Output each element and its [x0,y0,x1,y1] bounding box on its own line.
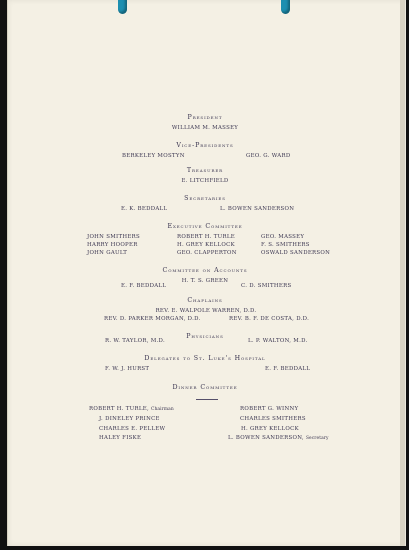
dinner-member-name: CHARLES SMITHERS [240,416,306,422]
chaplain-name: REV. B. F. DE COSTA, D.D. [229,316,310,322]
dinner-member-name: ROBERT G. WINNY [240,406,299,412]
secretary-name: E. K. BEDDALL [121,206,168,212]
dinner-member-role: Chairman [151,407,174,412]
delegates-heading: Delegates to St. Luke's Hospital [144,355,266,362]
dinner-member-name: J. DINELEY PRINCE [99,416,160,422]
executive-member: HARRY HOOPER [87,242,138,248]
physician-name: L. P. WALTON, M.D. [248,338,308,344]
dinner-member [99,427,165,432]
dinner-member-name: HALEY FISKE [99,435,142,441]
physicians-heading: Physicians [186,333,224,340]
dinner-member [241,427,299,432]
vice-president-name: BERKELEY MOSTYN [122,153,185,159]
vice-presidents-heading: Vice-Presidents [176,142,234,149]
chaplains-heading: Chaplains [187,297,223,304]
executive-committee-heading: Executive Committee [167,223,243,230]
executive-member: F. S. SMITHERS [261,242,310,248]
dinner-member-name: CHARLES E. PELLEW [99,426,166,432]
dinner-member [228,436,329,441]
dinner-member-role: Secretary [305,436,329,441]
chaplain-name: REV. E. WALPOLE WARREN, D.D. [155,308,257,314]
binding-ring-left [118,0,127,14]
dinner-member-name: ROBERT H. TURLE, [89,406,150,412]
executive-member: GEO. MASSEY [261,234,305,240]
treasurer-heading: Treasurer [186,167,224,174]
vice-president-name: GEO. G. WARD [246,153,291,159]
secretaries-heading: Secretaries [184,195,226,202]
committee-on-accounts-heading: Committee on Accounts [162,267,248,274]
dinner-member-name: H. GREY KELLOCK [241,426,299,432]
dinner-committee-heading: Dinner Committee [172,384,238,391]
binding-ring-right [281,0,290,14]
chaplain-name: REV. D. PARKER MORGAN, D.D. [104,316,201,322]
executive-member: ROBERT H. TURLE [177,234,235,240]
executive-member: H. GREY KELLOCK [177,242,235,248]
dinner-member-name: L. BOWEN SANDERSON, [228,435,304,441]
accounts-member: H. T. S. GREEN [181,278,229,284]
accounts-member: C. D. SMITHERS [241,283,292,289]
dinner-member [99,417,160,422]
delegate-name: F. W. J. HURST [105,366,150,372]
secretary-name: L. BOWEN SANDERSON [220,206,295,212]
executive-member: JOHN GAULT [87,250,128,256]
executive-member: OSWALD SANDERSON [261,250,331,256]
delegate-name: E. F. BEDDALL [265,366,311,372]
treasurer-name: E. LITCHFIELD [181,178,229,184]
page-edge [400,0,405,546]
heading-rule [196,399,218,400]
accounts-member: E. F. BEDDALL [121,283,167,289]
physician-name: R. W. TAYLOR, M.D. [105,338,166,344]
president-heading: President [187,114,223,121]
executive-member: GEO. CLAPPERTON [177,250,237,256]
executive-member: JOHN SMITHERS [87,234,140,240]
president-name: WILLIAM M. MASSEY [171,125,239,131]
dinner-member [89,407,174,412]
dinner-member [240,407,298,412]
dinner-member [99,436,141,441]
dinner-member [240,417,306,422]
